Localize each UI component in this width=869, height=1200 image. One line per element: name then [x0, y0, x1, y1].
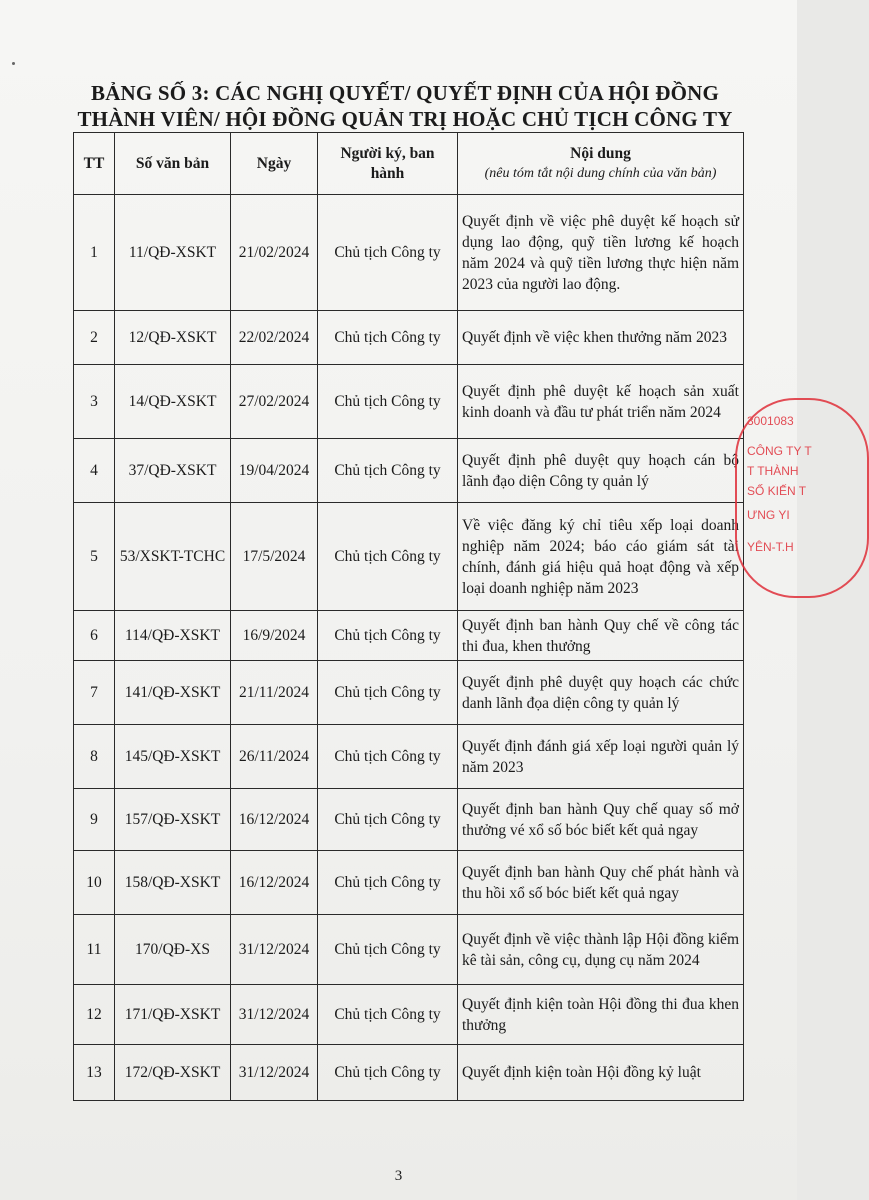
cell-ngay: 21/02/2024 — [231, 195, 318, 311]
cell-tt: 8 — [74, 725, 115, 789]
table-row — [74, 1045, 744, 1101]
cell-tt: 11 — [74, 915, 115, 985]
cell-ngay: 21/11/2024 — [231, 661, 318, 725]
header-ngay: Ngày — [231, 133, 318, 195]
cell-nguoi-ky: Chủ tịch Công ty — [318, 661, 458, 725]
header-noi-dung — [458, 133, 744, 195]
cell-so-van-ban: 172/QĐ-XSKT — [115, 1045, 231, 1101]
cell-ngay: 31/12/2024 — [231, 915, 318, 985]
table-header-row — [74, 133, 744, 195]
cell-noi-dung: Quyết định phê duyệt kế hoạch sản xuất kinh doanh và đầu tư phát triển năm 2024 — [458, 365, 744, 439]
cell-ngay: 31/12/2024 — [231, 985, 318, 1045]
cell-ngay: 26/11/2024 — [231, 725, 318, 789]
page-title — [60, 80, 750, 132]
cell-so-van-ban: 170/QĐ-XS — [115, 915, 231, 985]
cell-tt: 9 — [74, 789, 115, 851]
cell-nguoi-ky: Chủ tịch Công ty — [318, 851, 458, 915]
header-noi-dung-note: (nêu tóm tắt nội dung chính của văn bản) — [484, 165, 717, 181]
table-row — [74, 365, 744, 439]
cell-tt: 3 — [74, 365, 115, 439]
stamp-text: CÔNG TY T — [747, 444, 812, 458]
stamp-text: YÊN-T.H — [747, 540, 794, 554]
table-row — [74, 851, 744, 915]
cell-so-van-ban: 145/QĐ-XSKT — [115, 725, 231, 789]
cell-noi-dung: Quyết định ban hành Quy chế về công tác thi đua, khen thưởng — [458, 611, 744, 661]
cell-so-van-ban: 11/QĐ-XSKT — [115, 195, 231, 311]
cell-noi-dung: Quyết định về việc thành lập Hội đồng kiểm kê tài sản, công cụ, dụng cụ năm 2024 — [458, 915, 744, 985]
cell-noi-dung: Quyết định ban hành Quy chế quay số mở thưởng vé xổ số bóc biết kết quả ngay — [458, 789, 744, 851]
table-row — [74, 915, 744, 985]
table-row — [74, 439, 744, 503]
title-line-1: BẢNG SỐ 3: CÁC NGHỊ QUYẾT/ QUYẾT ĐỊNH CỦA HỘI ĐỒNG — [90, 81, 719, 105]
cell-tt: 6 — [74, 611, 115, 661]
cell-so-van-ban: 37/QĐ-XSKT — [115, 439, 231, 503]
cell-nguoi-ky: Chủ tịch Công ty — [318, 439, 458, 503]
cell-tt: 7 — [74, 661, 115, 725]
table-row — [74, 503, 744, 611]
cell-tt: 10 — [74, 851, 115, 915]
cell-tt: 5 — [74, 503, 115, 611]
table-row — [74, 789, 744, 851]
cell-nguoi-ky: Chủ tịch Công ty — [318, 915, 458, 985]
cell-nguoi-ky: Chủ tịch Công ty — [318, 789, 458, 851]
cell-nguoi-ky: Chủ tịch Công ty — [318, 311, 458, 365]
header-nguoi-ky: Người ký, ban hành — [318, 133, 458, 195]
cell-noi-dung: Quyết định về việc khen thưởng năm 2023 — [458, 311, 744, 365]
cell-nguoi-ky: Chủ tịch Công ty — [318, 985, 458, 1045]
table-row — [74, 985, 744, 1045]
cell-tt: 2 — [74, 311, 115, 365]
table-row — [74, 611, 744, 661]
cell-tt: 12 — [74, 985, 115, 1045]
table-row — [74, 311, 744, 365]
header-so-van-ban: Số văn bản — [115, 133, 231, 195]
cell-ngay: 27/02/2024 — [231, 365, 318, 439]
cell-nguoi-ky: Chủ tịch Công ty — [318, 195, 458, 311]
stamp-text: SỐ KIẾN T — [747, 484, 807, 498]
cell-so-van-ban: 14/QĐ-XSKT — [115, 365, 231, 439]
cell-tt: 4 — [74, 439, 115, 503]
cell-noi-dung: Quyết định ban hành Quy chế phát hành và thu hồi xổ số bóc biết kết quả ngay — [458, 851, 744, 915]
cell-ngay: 17/5/2024 — [231, 503, 318, 611]
dust-speck — [12, 62, 15, 65]
cell-so-van-ban: 157/QĐ-XSKT — [115, 789, 231, 851]
cell-ngay: 22/02/2024 — [231, 311, 318, 365]
cell-tt: 1 — [74, 195, 115, 311]
cell-ngay: 16/12/2024 — [231, 789, 318, 851]
cell-ngay: 31/12/2024 — [231, 1045, 318, 1101]
title-line-2: THÀNH VIÊN/ HỘI ĐỒNG QUẢN TRỊ HOẶC CHỦ TỊCH CÔNG TY — [77, 107, 733, 131]
cell-so-van-ban: 171/QĐ-XSKT — [115, 985, 231, 1045]
documents-table — [73, 132, 744, 1101]
cell-so-van-ban: 141/QĐ-XSKT — [115, 661, 231, 725]
page-number: 3 — [394, 1168, 403, 1184]
cell-ngay: 16/12/2024 — [231, 851, 318, 915]
cell-noi-dung: Quyết định kiện toàn Hội đồng thi đua khen thưởng — [458, 985, 744, 1045]
cell-noi-dung: Quyết định phê duyệt quy hoạch các chức danh lãnh đọa diện công ty quản lý — [458, 661, 744, 725]
cell-ngay: 19/04/2024 — [231, 439, 318, 503]
stamp-text: 3001083 — [747, 414, 794, 428]
cell-so-van-ban: 53/XSKT-TCHC — [115, 503, 231, 611]
table-row — [74, 725, 744, 789]
stamp-text: ƯNG YI — [747, 508, 790, 522]
cell-tt: 13 — [74, 1045, 115, 1101]
cell-noi-dung: Quyết định kiện toàn Hội đồng kỷ luật — [458, 1045, 744, 1101]
company-seal-stamp — [735, 398, 869, 598]
cell-nguoi-ky: Chủ tịch Công ty — [318, 1045, 458, 1101]
cell-nguoi-ky: Chủ tịch Công ty — [318, 365, 458, 439]
cell-so-van-ban: 158/QĐ-XSKT — [115, 851, 231, 915]
stamp-text: T THÀNH — [747, 464, 799, 478]
cell-nguoi-ky: Chủ tịch Công ty — [318, 725, 458, 789]
table-row — [74, 195, 744, 311]
cell-so-van-ban: 12/QĐ-XSKT — [115, 311, 231, 365]
cell-so-van-ban: 114/QĐ-XSKT — [115, 611, 231, 661]
header-noi-dung-label: Nội dung — [570, 144, 631, 162]
cell-ngay: 16/9/2024 — [231, 611, 318, 661]
header-tt: TT — [74, 133, 115, 195]
cell-nguoi-ky: Chủ tịch Công ty — [318, 611, 458, 661]
cell-nguoi-ky: Chủ tịch Công ty — [318, 503, 458, 611]
table-row — [74, 661, 744, 725]
cell-noi-dung: Quyết định về việc phê duyệt kế hoạch sử dụng lao động, quỹ tiền lương kế hoạch năm 2024 và quỹ tiền lương thực hiện năm 2023 của người lao động. — [458, 195, 744, 311]
cell-noi-dung: Quyết định phê duyệt quy hoạch cán bộ lãnh đạo diện Công ty quản lý — [458, 439, 744, 503]
cell-noi-dung: Về việc đăng ký chỉ tiêu xếp loại doanh nghiệp năm 2024; báo cáo giám sát tài chính, đánh giá hiệu quả hoạt động và xếp loại doanh nghiệp năm 2023 — [458, 503, 744, 611]
cell-noi-dung: Quyết định đánh giá xếp loại người quản lý năm 2023 — [458, 725, 744, 789]
